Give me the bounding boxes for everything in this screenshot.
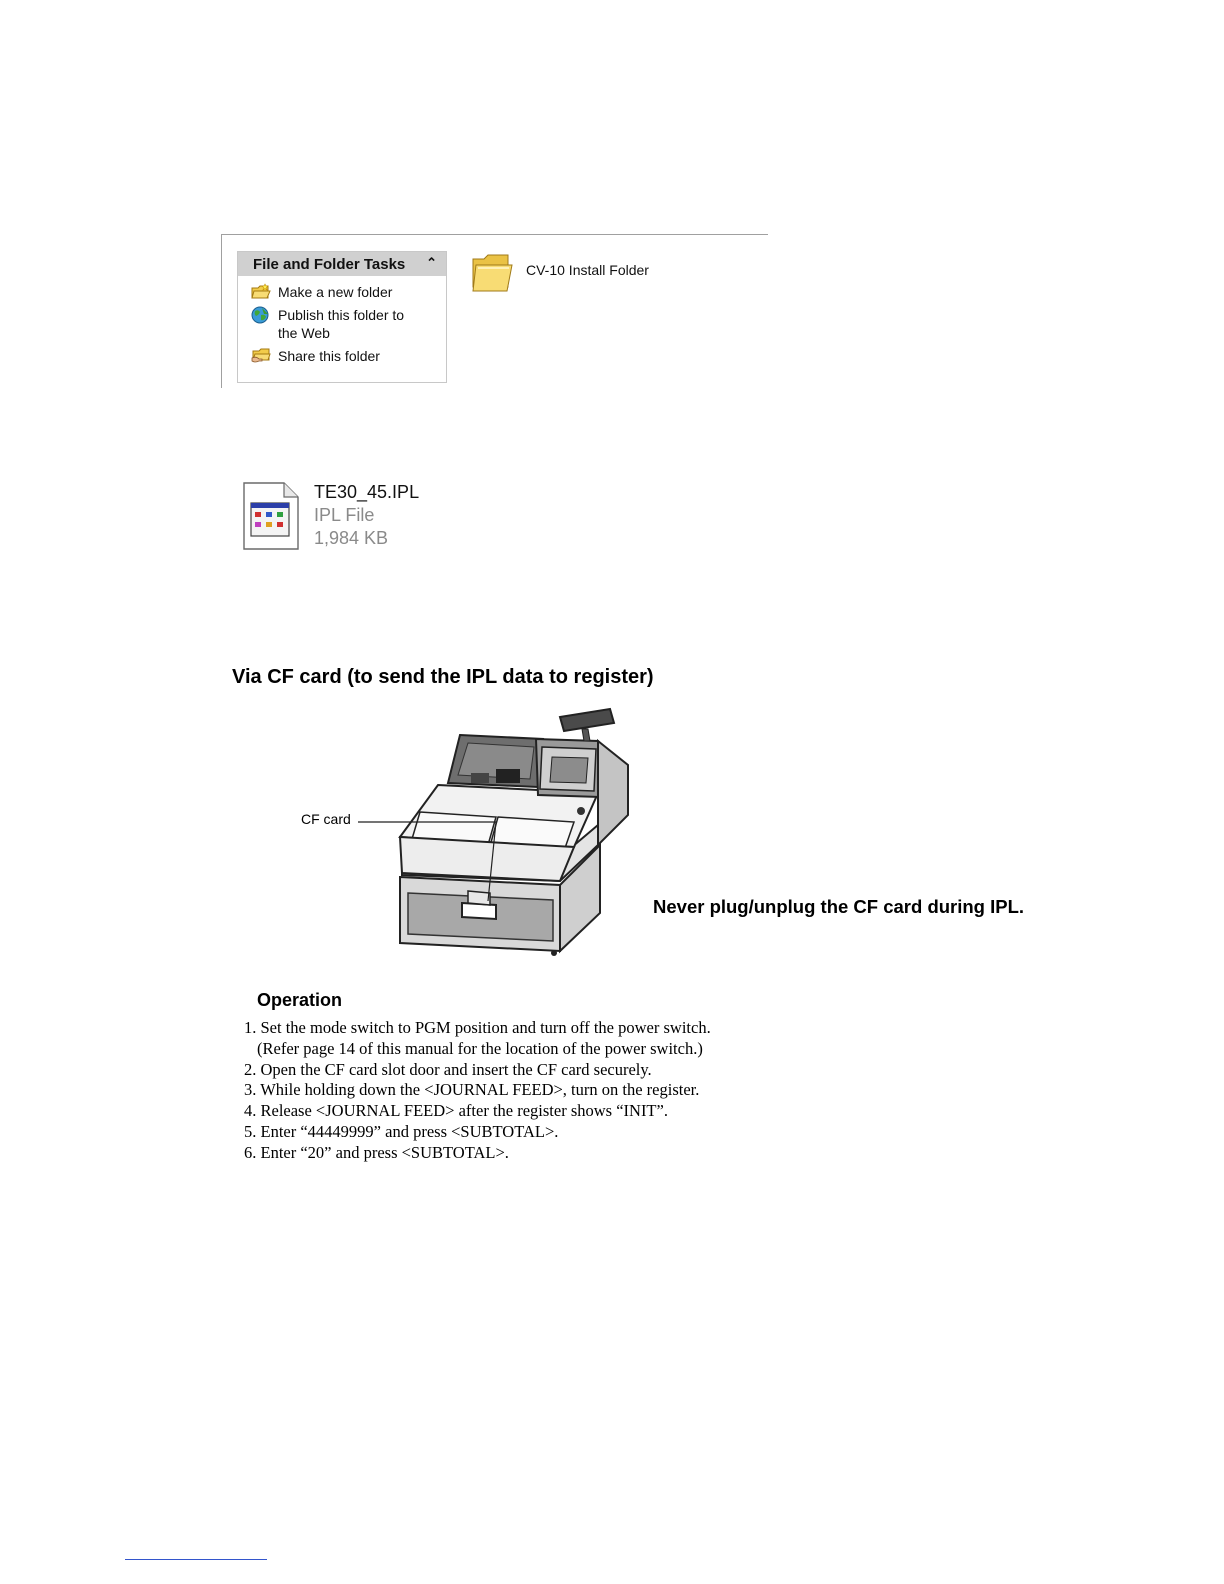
new-folder-icon	[251, 283, 271, 301]
task-pane-title: File and Folder Tasks	[253, 255, 406, 273]
operation-step: 5. Enter “44449999” and press <SUBTOTAL>.	[244, 1121, 559, 1141]
folder-label: CV-10 Install Folder	[526, 262, 649, 278]
ipl-file-icon	[242, 481, 300, 551]
operation-step: 3. While holding down the <JOURNAL FEED>, turn on the register.	[244, 1080, 700, 1100]
folder-item[interactable]	[470, 251, 649, 295]
operation-step-note: (Refer page 14 of this manual for the location of the power switch.)	[257, 1038, 703, 1058]
ipl-file-item[interactable]	[242, 481, 419, 551]
operation-step: 2. Open the CF card slot door and insert the CF card securely.	[244, 1059, 652, 1079]
operation-step: 1. Set the mode switch to PGM position and turn off the power switch.	[244, 1018, 711, 1037]
task-pane-header[interactable]	[238, 252, 446, 276]
task-list	[238, 276, 446, 365]
operation-steps	[244, 1018, 711, 1164]
task-label: Publish this folder to the Web	[278, 307, 405, 341]
cash-register-illustration	[298, 705, 638, 957]
folder-icon	[470, 251, 514, 295]
section-heading: Via CF card (to send the IPL data to register)	[232, 666, 654, 688]
task-label: Make a new folder	[278, 284, 393, 300]
task-publish-folder[interactable]	[251, 306, 446, 342]
operation-step: 6. Enter “20” and press <SUBTOTAL>.	[244, 1142, 509, 1162]
share-folder-icon	[251, 347, 271, 365]
task-make-new-folder[interactable]	[251, 283, 446, 301]
collapse-chevron-icon[interactable]: ⌃	[426, 255, 437, 270]
cf-card-callout: CF card	[301, 811, 351, 827]
operation-title: Operation	[257, 990, 343, 1010]
operation-step: 4. Release <JOURNAL FEED> after the register shows “INIT”.	[244, 1101, 668, 1121]
file-folder-tasks-pane	[237, 251, 447, 383]
explorer-window	[221, 234, 768, 388]
file-type: IPL File	[314, 505, 375, 525]
task-label: Share this folder	[278, 348, 380, 364]
footer-rule	[125, 1559, 267, 1560]
file-name: TE30_45.IPL	[314, 482, 420, 502]
warning-note: Never plug/unplug the CF card during IPL.	[653, 896, 1025, 917]
task-share-folder[interactable]	[251, 347, 446, 365]
file-size: 1,984 KB	[314, 528, 389, 548]
globe-icon	[251, 306, 271, 324]
